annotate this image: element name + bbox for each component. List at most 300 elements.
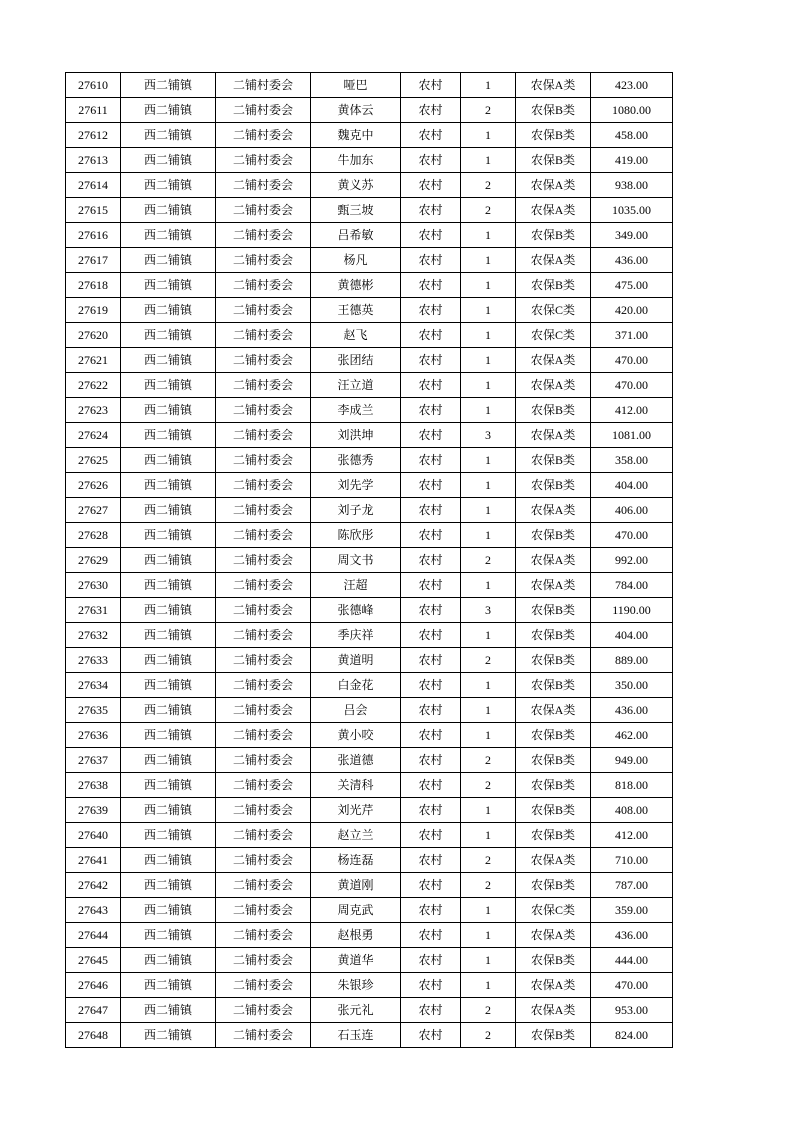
cell-name: 刘光芹 [311,798,401,823]
cell-count: 1 [461,223,516,248]
cell-id: 27620 [66,323,121,348]
cell-town: 西二铺镇 [121,398,216,423]
cell-town: 西二铺镇 [121,123,216,148]
cell-amount: 470.00 [591,973,673,998]
cell-village: 二铺村委会 [216,98,311,123]
cell-category: 农保A类 [516,998,591,1023]
cell-village: 二铺村委会 [216,498,311,523]
cell-category: 农保B类 [516,148,591,173]
cell-village: 二铺村委会 [216,373,311,398]
cell-town: 西二铺镇 [121,173,216,198]
cell-category: 农保C类 [516,298,591,323]
cell-name: 汪立道 [311,373,401,398]
cell-amount: 470.00 [591,523,673,548]
table-row [66,598,673,623]
cell-amount: 436.00 [591,698,673,723]
table-row [66,373,673,398]
cell-village: 二铺村委会 [216,898,311,923]
cell-count: 1 [461,523,516,548]
cell-count: 1 [461,373,516,398]
cell-type: 农村 [401,998,461,1023]
cell-type: 农村 [401,148,461,173]
cell-amount: 475.00 [591,273,673,298]
cell-village: 二铺村委会 [216,773,311,798]
cell-village: 二铺村委会 [216,648,311,673]
cell-name: 季庆祥 [311,623,401,648]
cell-type: 农村 [401,823,461,848]
cell-count: 1 [461,348,516,373]
cell-count: 1 [461,123,516,148]
cell-town: 西二铺镇 [121,798,216,823]
cell-category: 农保B类 [516,98,591,123]
cell-amount: 470.00 [591,373,673,398]
cell-type: 农村 [401,698,461,723]
cell-village: 二铺村委会 [216,423,311,448]
table-row [66,773,673,798]
cell-name: 王德英 [311,298,401,323]
cell-id: 27632 [66,623,121,648]
table-row [66,98,673,123]
table-row [66,423,673,448]
cell-type: 农村 [401,773,461,798]
cell-town: 西二铺镇 [121,273,216,298]
cell-type: 农村 [401,298,461,323]
cell-name: 张德峰 [311,598,401,623]
cell-town: 西二铺镇 [121,298,216,323]
cell-amount: 350.00 [591,673,673,698]
cell-type: 农村 [401,273,461,298]
table-row [66,748,673,773]
cell-type: 农村 [401,423,461,448]
cell-name: 刘洪坤 [311,423,401,448]
cell-town: 西二铺镇 [121,973,216,998]
cell-count: 2 [461,773,516,798]
cell-type: 农村 [401,398,461,423]
table-row [66,398,673,423]
cell-amount: 824.00 [591,1023,673,1048]
cell-amount: 358.00 [591,448,673,473]
cell-town: 西二铺镇 [121,748,216,773]
cell-count: 1 [461,823,516,848]
table-row [66,1023,673,1048]
cell-category: 农保B类 [516,398,591,423]
cell-type: 农村 [401,373,461,398]
cell-name: 汪超 [311,573,401,598]
cell-village: 二铺村委会 [216,248,311,273]
cell-category: 农保A类 [516,973,591,998]
cell-type: 农村 [401,648,461,673]
cell-type: 农村 [401,673,461,698]
cell-village: 二铺村委会 [216,923,311,948]
cell-town: 西二铺镇 [121,623,216,648]
cell-amount: 462.00 [591,723,673,748]
cell-type: 农村 [401,798,461,823]
table-row [66,173,673,198]
cell-id: 27645 [66,948,121,973]
cell-name: 赵立兰 [311,823,401,848]
cell-amount: 1080.00 [591,98,673,123]
cell-type: 农村 [401,523,461,548]
cell-village: 二铺村委会 [216,673,311,698]
cell-village: 二铺村委会 [216,823,311,848]
cell-name: 周克武 [311,898,401,923]
cell-category: 农保A类 [516,923,591,948]
cell-type: 农村 [401,473,461,498]
cell-town: 西二铺镇 [121,873,216,898]
cell-id: 27621 [66,348,121,373]
cell-town: 西二铺镇 [121,473,216,498]
cell-type: 农村 [401,973,461,998]
cell-type: 农村 [401,448,461,473]
cell-category: 农保A类 [516,198,591,223]
cell-type: 农村 [401,923,461,948]
cell-id: 27638 [66,773,121,798]
cell-count: 1 [461,698,516,723]
cell-id: 27641 [66,848,121,873]
table-row [66,923,673,948]
cell-town: 西二铺镇 [121,898,216,923]
cell-town: 西二铺镇 [121,423,216,448]
table-row [66,548,673,573]
cell-town: 西二铺镇 [121,323,216,348]
cell-id: 27613 [66,148,121,173]
cell-count: 1 [461,923,516,948]
cell-village: 二铺村委会 [216,173,311,198]
cell-name: 赵飞 [311,323,401,348]
cell-count: 2 [461,648,516,673]
cell-amount: 408.00 [591,798,673,823]
cell-town: 西二铺镇 [121,223,216,248]
table-row [66,148,673,173]
cell-name: 关清科 [311,773,401,798]
cell-id: 27612 [66,123,121,148]
cell-name: 张道德 [311,748,401,773]
table-row [66,948,673,973]
cell-name: 赵根勇 [311,923,401,948]
cell-count: 1 [461,973,516,998]
cell-id: 27624 [66,423,121,448]
table-row [66,273,673,298]
cell-amount: 787.00 [591,873,673,898]
table-row [66,898,673,923]
cell-type: 农村 [401,873,461,898]
cell-town: 西二铺镇 [121,523,216,548]
cell-count: 1 [461,298,516,323]
cell-name: 张元礼 [311,998,401,1023]
cell-type: 农村 [401,723,461,748]
cell-name: 黄体云 [311,98,401,123]
cell-category: 农保B类 [516,773,591,798]
cell-type: 农村 [401,173,461,198]
cell-village: 二铺村委会 [216,798,311,823]
cell-count: 2 [461,998,516,1023]
cell-id: 27611 [66,98,121,123]
table-row [66,223,673,248]
cell-type: 农村 [401,348,461,373]
cell-count: 3 [461,598,516,623]
cell-town: 西二铺镇 [121,823,216,848]
cell-id: 27647 [66,998,121,1023]
cell-amount: 470.00 [591,348,673,373]
cell-amount: 412.00 [591,823,673,848]
cell-id: 27627 [66,498,121,523]
cell-name: 杨连磊 [311,848,401,873]
cell-category: 农保B类 [516,648,591,673]
cell-category: 农保A类 [516,698,591,723]
cell-village: 二铺村委会 [216,523,311,548]
cell-town: 西二铺镇 [121,498,216,523]
cell-id: 27630 [66,573,121,598]
cell-village: 二铺村委会 [216,73,311,98]
cell-type: 农村 [401,248,461,273]
cell-amount: 1081.00 [591,423,673,448]
cell-count: 1 [461,273,516,298]
cell-type: 农村 [401,323,461,348]
cell-count: 1 [461,73,516,98]
cell-village: 二铺村委会 [216,998,311,1023]
cell-id: 27618 [66,273,121,298]
cell-town: 西二铺镇 [121,548,216,573]
cell-town: 西二铺镇 [121,673,216,698]
cell-count: 1 [461,798,516,823]
cell-category: 农保C类 [516,898,591,923]
cell-amount: 359.00 [591,898,673,923]
cell-village: 二铺村委会 [216,448,311,473]
cell-id: 27635 [66,698,121,723]
cell-count: 2 [461,848,516,873]
table-row [66,848,673,873]
table-row [66,573,673,598]
cell-type: 农村 [401,123,461,148]
cell-town: 西二铺镇 [121,698,216,723]
cell-amount: 889.00 [591,648,673,673]
cell-village: 二铺村委会 [216,1023,311,1048]
cell-town: 西二铺镇 [121,848,216,873]
cell-town: 西二铺镇 [121,573,216,598]
table-row [66,873,673,898]
cell-amount: 371.00 [591,323,673,348]
cell-village: 二铺村委会 [216,473,311,498]
cell-village: 二铺村委会 [216,223,311,248]
cell-count: 2 [461,748,516,773]
cell-category: 农保A类 [516,173,591,198]
cell-name: 陈欣彤 [311,523,401,548]
cell-village: 二铺村委会 [216,748,311,773]
cell-amount: 458.00 [591,123,673,148]
cell-name: 李成兰 [311,398,401,423]
cell-town: 西二铺镇 [121,923,216,948]
cell-type: 农村 [401,73,461,98]
cell-type: 农村 [401,98,461,123]
cell-id: 27637 [66,748,121,773]
cell-id: 27626 [66,473,121,498]
cell-category: 农保B类 [516,673,591,698]
cell-id: 27615 [66,198,121,223]
table-row [66,248,673,273]
cell-id: 27623 [66,398,121,423]
cell-category: 农保B类 [516,123,591,148]
cell-category: 农保B类 [516,823,591,848]
cell-amount: 406.00 [591,498,673,523]
cell-type: 农村 [401,598,461,623]
cell-id: 27629 [66,548,121,573]
cell-name: 甄三坡 [311,198,401,223]
cell-category: 农保A类 [516,498,591,523]
cell-category: 农保B类 [516,523,591,548]
cell-category: 农保A类 [516,73,591,98]
cell-town: 西二铺镇 [121,448,216,473]
cell-amount: 784.00 [591,573,673,598]
cell-name: 白金花 [311,673,401,698]
cell-town: 西二铺镇 [121,373,216,398]
cell-town: 西二铺镇 [121,1023,216,1048]
cell-count: 1 [461,673,516,698]
cell-name: 吕会 [311,698,401,723]
cell-id: 27644 [66,923,121,948]
cell-amount: 710.00 [591,848,673,873]
cell-count: 1 [461,498,516,523]
table-row [66,623,673,648]
cell-town: 西二铺镇 [121,723,216,748]
cell-name: 杨凡 [311,248,401,273]
cell-amount: 404.00 [591,623,673,648]
cell-category: 农保C类 [516,323,591,348]
cell-count: 1 [461,148,516,173]
table-row [66,723,673,748]
table-row [66,998,673,1023]
cell-category: 农保B类 [516,948,591,973]
table-row [66,673,673,698]
cell-type: 农村 [401,198,461,223]
cell-village: 二铺村委会 [216,598,311,623]
cell-id: 27622 [66,373,121,398]
cell-amount: 949.00 [591,748,673,773]
cell-category: 农保B类 [516,623,591,648]
spreadsheet-table [65,72,673,1048]
table-row [66,448,673,473]
cell-type: 农村 [401,898,461,923]
cell-amount: 818.00 [591,773,673,798]
cell-village: 二铺村委会 [216,948,311,973]
table-row [66,123,673,148]
cell-count: 2 [461,1023,516,1048]
cell-category: 农保A类 [516,848,591,873]
cell-count: 1 [461,948,516,973]
cell-category: 农保B类 [516,748,591,773]
cell-village: 二铺村委会 [216,848,311,873]
cell-village: 二铺村委会 [216,198,311,223]
table-row [66,523,673,548]
table-row [66,473,673,498]
cell-id: 27636 [66,723,121,748]
cell-type: 农村 [401,748,461,773]
cell-village: 二铺村委会 [216,698,311,723]
table-row [66,648,673,673]
table-row [66,698,673,723]
cell-name: 魏克中 [311,123,401,148]
cell-count: 1 [461,323,516,348]
cell-type: 农村 [401,573,461,598]
cell-category: 农保A类 [516,248,591,273]
cell-id: 27639 [66,798,121,823]
cell-name: 刘先学 [311,473,401,498]
cell-name: 黄道华 [311,948,401,973]
cell-name: 张德秀 [311,448,401,473]
cell-amount: 444.00 [591,948,673,973]
cell-category: 农保B类 [516,598,591,623]
cell-town: 西二铺镇 [121,773,216,798]
cell-village: 二铺村委会 [216,273,311,298]
cell-amount: 349.00 [591,223,673,248]
cell-type: 农村 [401,1023,461,1048]
cell-id: 27643 [66,898,121,923]
cell-amount: 1190.00 [591,598,673,623]
cell-name: 黄道明 [311,648,401,673]
cell-name: 张团结 [311,348,401,373]
cell-id: 27625 [66,448,121,473]
cell-village: 二铺村委会 [216,123,311,148]
cell-category: 农保A类 [516,348,591,373]
cell-town: 西二铺镇 [121,248,216,273]
cell-id: 27616 [66,223,121,248]
table-row [66,298,673,323]
table-row [66,73,673,98]
cell-village: 二铺村委会 [216,348,311,373]
cell-type: 农村 [401,498,461,523]
cell-village: 二铺村委会 [216,148,311,173]
cell-id: 27614 [66,173,121,198]
cell-category: 农保A类 [516,373,591,398]
cell-amount: 436.00 [591,248,673,273]
cell-village: 二铺村委会 [216,398,311,423]
cell-town: 西二铺镇 [121,348,216,373]
cell-name: 黄德彬 [311,273,401,298]
cell-village: 二铺村委会 [216,548,311,573]
cell-name: 朱银珍 [311,973,401,998]
table-row [66,323,673,348]
cell-category: 农保A类 [516,573,591,598]
cell-category: 农保B类 [516,1023,591,1048]
cell-count: 2 [461,873,516,898]
cell-id: 27634 [66,673,121,698]
cell-town: 西二铺镇 [121,648,216,673]
cell-name: 牛加东 [311,148,401,173]
cell-id: 27617 [66,248,121,273]
cell-id: 27610 [66,73,121,98]
cell-town: 西二铺镇 [121,198,216,223]
table-body [66,73,673,1048]
cell-town: 西二铺镇 [121,148,216,173]
cell-name: 黄义苏 [311,173,401,198]
cell-village: 二铺村委会 [216,873,311,898]
cell-id: 27648 [66,1023,121,1048]
cell-amount: 953.00 [591,998,673,1023]
table-row [66,973,673,998]
cell-category: 农保A类 [516,423,591,448]
cell-village: 二铺村委会 [216,323,311,348]
cell-village: 二铺村委会 [216,973,311,998]
cell-amount: 419.00 [591,148,673,173]
cell-count: 1 [461,398,516,423]
cell-id: 27631 [66,598,121,623]
cell-count: 1 [461,473,516,498]
cell-amount: 938.00 [591,173,673,198]
cell-count: 1 [461,248,516,273]
cell-town: 西二铺镇 [121,98,216,123]
cell-amount: 420.00 [591,298,673,323]
cell-amount: 412.00 [591,398,673,423]
cell-count: 2 [461,98,516,123]
